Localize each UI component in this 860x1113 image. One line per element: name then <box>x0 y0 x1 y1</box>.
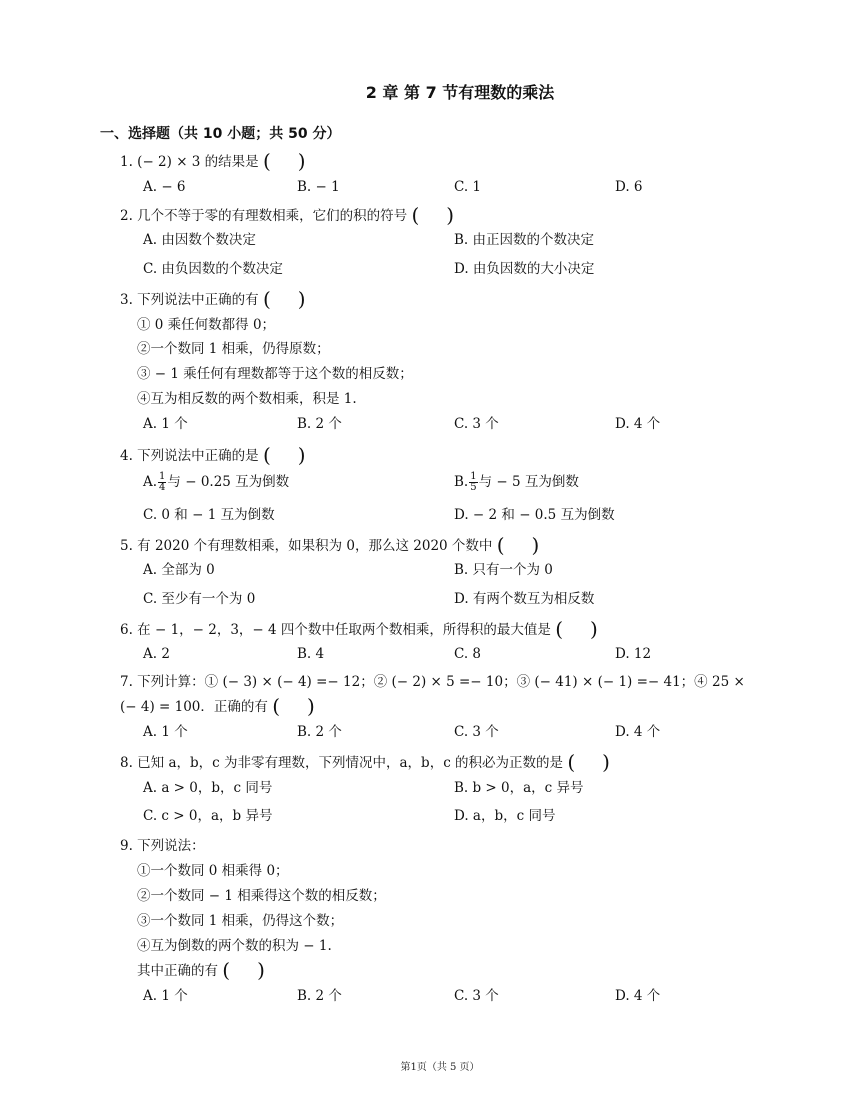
question-2-option-d: D. 由负因数的大小决定 <box>454 261 595 277</box>
question-8-option-a: A. a > 0，b，c 同号 <box>143 780 273 796</box>
question-3-statement-3: ③ − 1 乘任何有理数都等于这个数的相反数； <box>137 366 413 382</box>
question-3-option-d: D. 4 个 <box>615 416 661 432</box>
question-9-option-d: D. 4 个 <box>615 988 661 1004</box>
section-heading: 一、选择题（共 10 小题；共 50 分） <box>100 126 341 142</box>
question-9-stem: 9. 下列说法： <box>120 838 205 854</box>
question-4-option-b: B. $\frac{1}{5}$ 与 − 5 互为倒数 <box>454 471 579 493</box>
question-3-option-c: C. 3 个 <box>454 416 499 432</box>
question-6-stem: 6. 在 − 1，− 2，3，− 4 四个数中任取两个数相乘，所得积的最大值是 ( ) <box>120 617 598 641</box>
question-5-stem: 5. 有 2020 个有理数相乘，如果积为 0，那么这 2020 个数中 ( ) <box>120 533 540 557</box>
question-2-option-b: B. 由正因数的个数决定 <box>454 232 595 248</box>
question-4-stem: 4. 下列说法中正确的是 ( ) <box>120 443 306 467</box>
question-5-option-b: B. 只有一个为 0 <box>454 562 553 578</box>
question-5-option-a: A. 全部为 0 <box>143 562 215 578</box>
question-4-option-a: A. $\frac{1}{4}$ 与 − 0.25 互为倒数 <box>143 471 290 493</box>
question-1-option-c: C. 1 <box>454 179 482 195</box>
question-3-statement-4: ④互为相反数的两个数相乘，积是 1. <box>137 391 357 407</box>
page-footer: 第1页（共 5 页） <box>400 1062 480 1073</box>
question-7-option-b: B. 2 个 <box>297 724 342 740</box>
question-9-option-c: C. 3 个 <box>454 988 499 1004</box>
question-1-option-d: D. 6 <box>615 179 643 195</box>
question-7-option-d: D. 4 个 <box>615 724 661 740</box>
question-6-option-a: A. 2 <box>143 646 170 662</box>
question-3-statement-1: ① 0 乘任何数都得 0； <box>137 317 276 333</box>
question-4-option-d: D. − 2 和 − 0.5 互为倒数 <box>454 507 615 523</box>
fraction: $\frac{1}{5}$ <box>470 471 477 493</box>
document-title: 2 章 第 7 节有理数的乘法 <box>365 83 555 102</box>
question-2-stem: 2. 几个不等于零的有理数相乘，它们的积的符号 ( ) <box>120 203 455 227</box>
question-6-option-d: D. 12 <box>615 646 652 662</box>
question-9-option-a: A. 1 个 <box>143 988 188 1004</box>
question-2-option-a: A. 由因数个数决定 <box>143 232 256 248</box>
question-5-option-d: D. 有两个数互为相反数 <box>454 591 595 607</box>
question-9-statement-2: ②一个数同 − 1 相乘得这个数的相反数； <box>137 888 386 904</box>
question-8-option-c: C. c > 0，a，b 异号 <box>143 808 273 824</box>
question-1-option-b: B. − 1 <box>297 179 340 195</box>
question-3-statement-2: ②一个数同 1 相乘，仍得原数； <box>137 341 330 357</box>
question-4-option-c: C. 0 和 − 1 互为倒数 <box>143 507 275 523</box>
question-1-stem: 1. (− 2) × 3 的结果是 ( ) <box>120 149 306 173</box>
question-6-option-c: C. 8 <box>454 646 482 662</box>
question-7-option-c: C. 3 个 <box>454 724 499 740</box>
question-8-option-b: B. b > 0，a，c 异号 <box>454 780 584 796</box>
question-9-statement-3: ③一个数同 1 相乘，仍得这个数； <box>137 913 344 929</box>
fraction: $\frac{1}{4}$ <box>159 471 166 493</box>
question-8-option-d: D. a，b，c 同号 <box>454 808 556 824</box>
question-6-option-b: B. 4 <box>297 646 325 662</box>
question-3-option-a: A. 1 个 <box>143 416 188 432</box>
question-7-stem-line-2: (− 4) = 100．正确的有 ( ) <box>120 694 315 718</box>
question-5-option-c: C. 至少有一个为 0 <box>143 591 256 607</box>
question-2-option-c: C. 由负因数的个数决定 <box>143 261 283 277</box>
question-9-statement-1: ①一个数同 0 相乘得 0； <box>137 863 289 879</box>
question-3-stem: 3. 下列说法中正确的有 ( ) <box>120 287 306 311</box>
question-3-option-b: B. 2 个 <box>297 416 342 432</box>
question-1-option-a: A. − 6 <box>143 179 186 195</box>
question-7-stem-line-1: 7. 下列计算：① (− 3) × (− 4) =− 12；② (− 2) × 5 =− 10；③ (− 41) × (− 1) =− 41；④ 25 × <box>120 674 745 690</box>
question-9-statement-4: ④互为倒数的两个数的积为 − 1. <box>137 938 332 954</box>
question-9-conclusion: 其中正确的有 ( ) <box>137 958 265 982</box>
question-7-option-a: A. 1 个 <box>143 724 188 740</box>
question-9-option-b: B. 2 个 <box>297 988 342 1004</box>
question-8-stem: 8. 已知 a，b，c 为非零有理数，下列情况中，a，b，c 的积必为正数的是 ( ) <box>120 750 610 774</box>
